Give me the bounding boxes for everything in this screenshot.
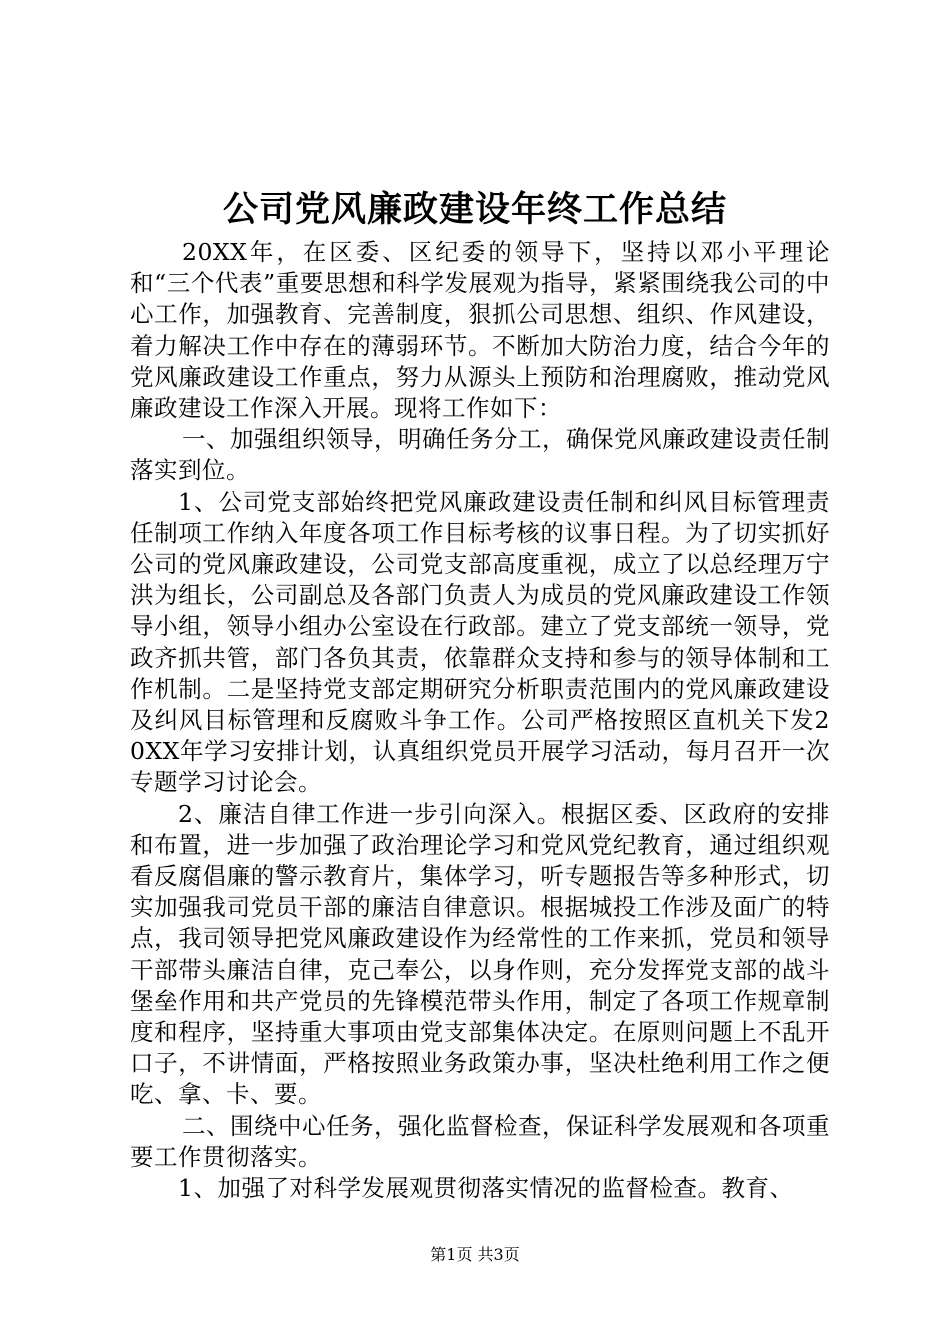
- document-title: 公司党风廉政建设年终工作总结: [222, 189, 727, 230]
- paragraph-2-1: 1、加强了对科学发展观贯彻落实情况的监督检查。教育、: [178, 1174, 794, 1203]
- document-body: [130, 237, 830, 1204]
- section-heading-2: 二、围绕中心任务，强化监督检查，保证科学发展观和各项重要工作贯彻落实。: [130, 1111, 830, 1171]
- paragraph-1-2: 2、廉洁自律工作进一步引向深入。根据区委、区政府的安排和布置，进一步加强了政治理论学习和党风党纪教育，通过组织观看反腐倡廉的警示教育片，集体学习，听专题报告等多种形式，切实加强我司党员干部的廉洁自律意识。根据城投工作涉及面广的特点，我司领导把党风廉政建设作为经常性的工作来抓，党员和领导干部带头廉洁自律，克己奉公，以身作则，充分发挥党支部的战斗堡垒作用和共产党员的先锋模范带头作用，制定了各项工作规章制度和程序，坚持重大事项由党支部集体决定。在原则问题上不乱开口子，不讲情面，严格按照业务政策办事，坚决杜绝利用工作之便吃、拿、卡、要。: [130, 799, 830, 1109]
- paragraph-intro: 20XX年，在区委、区纪委的领导下，坚持以邓小平理论和“三个代表”重要思想和科学发展观为指导，紧紧围绕我公司的中心工作，加强教育、完善制度，狠抓公司思想、组织、作风建设，着力解决工作中存在的薄弱环节。不断加大防治力度，结合今年的党风廉政建设工作重点，努力从源头上预防和治理腐败，推动党风廉政建设工作深入开展。现将工作如下：: [130, 238, 830, 423]
- page-number: 第1页 共3页: [430, 1245, 520, 1264]
- section-heading-1: 一、加强组织领导，明确任务分工，确保党风廉政建设责任制落实到位。: [130, 425, 830, 485]
- paragraph-1-1: 1、公司党支部始终把党风廉政建设责任制和纠风目标管理责任制项工作纳入年度各项工作目标考核的议事日程。为了切实抓好公司的党风廉政建设，公司党支部高度重视，成立了以总经理万宁洪为组长，公司副总及各部门负责人为成员的党风廉政建设工作领导小组，领导小组办公室设在行政部。建立了党支部统一领导，党政齐抓共管，部门各负其责，依靠群众支持和参与的领导体制和工作机制。二是坚持党支部定期研究分析职责范围内的党风廉政建设及纠风目标管理和反腐败斗争工作。公司严格按照区直机关下发20XX年学习安排计划，认真组织党员开展学习活动，每月召开一次专题学习讨论会。: [130, 487, 830, 797]
